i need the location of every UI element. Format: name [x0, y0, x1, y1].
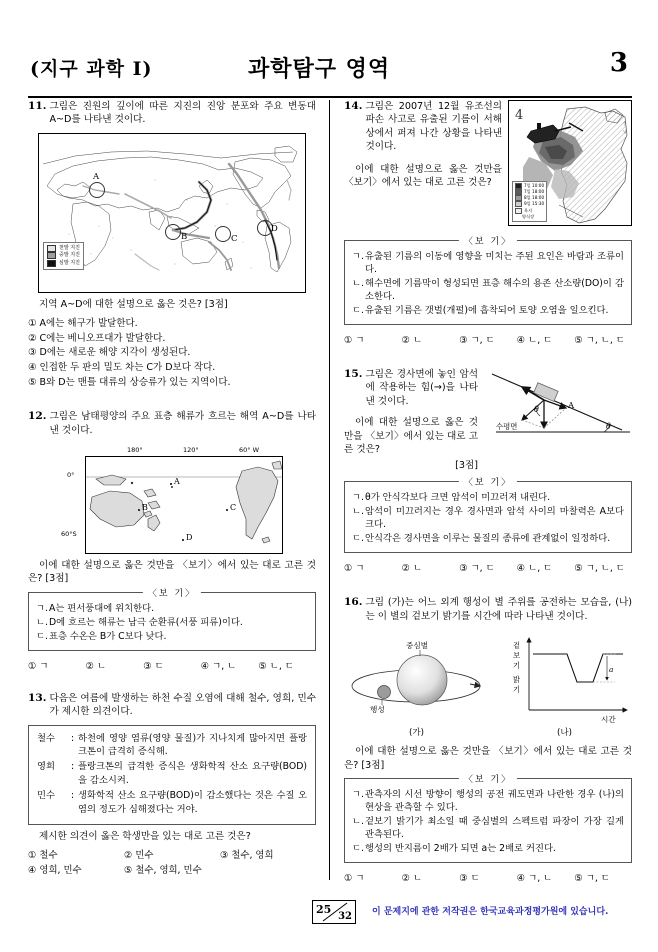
region-marker-b	[165, 224, 181, 240]
bogi-text-2: 암석이 미끄러지는 경우 경사면과 암석 사이의 마찰력은 A보다 크다.	[365, 506, 624, 531]
question-15-answers	[344, 560, 632, 574]
figure-ga-wrap	[344, 630, 489, 738]
answer-1[interactable]: ① ㄱ	[28, 660, 49, 672]
answer-4[interactable]: ④ ㄴ, ㄷ	[516, 563, 553, 575]
speaker-1: 철수	[37, 732, 55, 744]
bogi-text-3: 행성의 반지름이 2배가 되면 a는 2배로 커진다.	[365, 843, 556, 855]
south-pacific-map	[85, 456, 283, 554]
bogi-text-1: θ가 안식각보다 크면 암석이 미끄러져 내린다.	[365, 492, 551, 504]
choice-2[interactable]: ② C에는 베니오프대가 발달한다.	[28, 332, 166, 344]
lat-label-0: 0°	[67, 471, 75, 479]
region-marker-a	[89, 182, 105, 198]
svg-text:충: 충	[623, 121, 627, 126]
legend-swatch-4	[515, 201, 522, 207]
page-total: 32	[338, 911, 352, 922]
bogi-mark-1: ㄱ.	[36, 602, 48, 614]
dialogue-colon-2: :	[71, 761, 75, 773]
answer-2[interactable]: ② ㄴ	[85, 660, 107, 672]
earthquake-depth-legend	[43, 242, 84, 270]
bogi-item-3	[352, 532, 624, 545]
question-12-figure	[28, 446, 316, 554]
svg-text:시간: 시간	[601, 715, 616, 725]
svg-text:겉: 겉	[513, 641, 521, 651]
speaker-3: 민수	[37, 790, 55, 802]
legend-row-deep	[47, 260, 80, 267]
lon-label-120: 120°	[183, 446, 199, 454]
slope-diagram-svg	[482, 368, 632, 450]
point-label-a: A	[174, 477, 180, 486]
page-title: 과학탐구 영역	[248, 56, 391, 82]
question-11-choices	[28, 317, 316, 390]
question-11-text: 그림은 진원의 깊이에 따른 지진의 진앙 분포와 주요 변동대 A~D를 나타낸 것이다.	[49, 101, 316, 126]
figure-na-caption: (나)	[556, 728, 572, 739]
question-11-number: 11.	[28, 100, 47, 112]
question-16-stem: 이에 대한 설명으로 옳은 것만을 〈보기〉에서 있는 대로 고른 것은? [3점]	[344, 746, 632, 771]
legend-label-1: 7일 10:00	[524, 182, 545, 188]
question-16-number: 16.	[344, 596, 363, 609]
bogi-text-2: D에 흐르는 해류는 남극 순환류(서풍 피류)이다.	[49, 616, 243, 628]
point-label-c: C	[230, 503, 237, 512]
question-16-figures	[344, 630, 632, 738]
point-marker-c	[226, 509, 228, 511]
question-15-points: [3점]	[455, 460, 478, 472]
svg-text:A: A	[568, 401, 575, 411]
bogi-mark-2: ㄴ.	[352, 816, 364, 828]
svg-text:행성: 행성	[370, 705, 385, 715]
region-label-d: D	[271, 223, 278, 234]
point-marker-b	[138, 509, 140, 511]
legend-swatch-shallow	[47, 245, 56, 252]
column-divider	[329, 100, 330, 880]
bogi-item-2	[36, 616, 308, 629]
answer-4[interactable]: ④ ㄱ, ㄴ	[516, 873, 553, 885]
answer-2[interactable]: ② 민수	[123, 850, 154, 862]
bogi-caption: 〈보 기〉	[459, 772, 517, 785]
question-11	[28, 100, 316, 390]
question-12-number: 12.	[28, 410, 47, 423]
bogi-text-3: 안식각은 경사면을 이루는 물질의 종류에 관계없이 일정하다.	[365, 533, 611, 545]
page-indicator	[312, 900, 356, 924]
question-16-answers	[344, 870, 632, 884]
orbit-svg	[344, 630, 489, 725]
answer-5[interactable]: ⑤ ㄱ, ㄴ, ㄷ	[574, 563, 625, 575]
answer-5[interactable]: ⑤ ㄱ, ㄷ	[574, 873, 610, 885]
choice-5[interactable]: ⑤ B와 D는 맨틀 대류의 상승류가 있는 지역이다.	[28, 376, 231, 388]
bogi-text-3: 표층 수온은 B가 C보다 낮다.	[49, 630, 167, 642]
svg-text:밝: 밝	[513, 675, 521, 685]
answer-2[interactable]: ② ㄴ	[401, 873, 423, 885]
left-column	[28, 100, 316, 887]
bogi-item-1	[352, 788, 624, 814]
dialogue-row-2	[37, 760, 307, 787]
legend-label-shallow: 천발 지진	[59, 244, 80, 251]
slope-force-diagram	[482, 368, 632, 450]
bogi-item-2	[352, 277, 624, 303]
question-16-text: 그림 (가)는 어느 외계 행성이 별 주위를 공전하는 모습을, (나)는 이 별의 겉보기 밝기를 시간에 따라 나타낸 것이다.	[365, 597, 632, 622]
bogi-item-3	[36, 630, 308, 643]
world-earthquake-map	[38, 133, 306, 293]
legend-label-2: 7일 18:00	[524, 188, 545, 194]
svg-text:중심별: 중심별	[406, 641, 429, 651]
page-footer	[0, 900, 658, 930]
right-column	[344, 100, 632, 893]
question-11-stem: 지역 A~D에 대한 설명으로 옳은 것은? [3점]	[39, 298, 228, 310]
question-14	[344, 100, 632, 346]
legend-row-6	[515, 214, 544, 220]
bogi-caption: 〈보 기〉	[459, 475, 517, 488]
bogi-caption: 〈보 기〉	[459, 234, 517, 247]
answer-1[interactable]: ① ㄱ	[344, 563, 365, 575]
svg-text:4: 4	[515, 108, 524, 123]
bogi-item-2	[352, 505, 624, 531]
legend-label-4: 9일 15:30	[524, 201, 545, 207]
point-marker-d	[182, 539, 184, 541]
lon-label-60w: 60° W	[239, 446, 260, 454]
legend-label-deep: 심발 지진	[59, 259, 80, 266]
answer-5[interactable]: ⑤ ㄴ, ㄷ	[258, 660, 294, 672]
answer-2[interactable]: ② ㄴ	[401, 563, 423, 575]
question-13-dialogue-box	[28, 725, 316, 825]
region-marker-c	[215, 226, 231, 242]
question-13-stem: 제시한 의견이 옳은 학생만을 있는 대로 고른 것은?	[39, 831, 251, 843]
bogi-item-3	[352, 842, 624, 855]
svg-text:보: 보	[513, 651, 521, 661]
legend-label-6: 양식장	[522, 213, 535, 219]
question-13-answers	[28, 849, 316, 878]
header-divider	[28, 96, 632, 98]
bogi-text-1: 유출된 기름의 이동에 영향을 미치는 주된 요인은 바람과 조류이다.	[365, 251, 624, 275]
bogi-text-2: 겉보기 밝기가 최소일 때 중심별의 스펙트럼 파장이 가장 길게 관측된다.	[365, 816, 624, 841]
answer-5[interactable]: ⑤ 철수, 영희, 민수	[123, 864, 202, 876]
answer-1[interactable]: ① ㄱ	[344, 873, 365, 885]
bogi-text-3: 유출된 기름은 갯벌(개펄)에 흡착되어 토양 오염을 일으킨다.	[365, 305, 609, 316]
question-14-stem: 이에 대한 설명으로 옳은 것만을 〈보기〉에서 있는 대로 고른 것은?	[344, 163, 502, 189]
question-11-figure	[28, 133, 316, 293]
answer-4[interactable]: ④ ㄱ, ㄴ	[200, 660, 237, 672]
bogi-item-3	[352, 304, 624, 317]
bogi-mark-2: ㄴ.	[36, 616, 48, 628]
question-15-bogi-box	[344, 478, 632, 553]
bogi-text-1: A는 편서풍대에 위치한다.	[49, 602, 155, 614]
region-label-c: C	[231, 233, 238, 244]
figure-na-wrap	[497, 630, 632, 738]
svg-text:수평면: 수평면	[496, 422, 518, 431]
dialogue-colon-3: :	[71, 790, 75, 802]
answer-3[interactable]: ③ 철수, 영희	[219, 850, 274, 862]
legend-swatch-intermediate	[47, 252, 56, 259]
question-12	[28, 410, 316, 672]
point-label-d: D	[186, 533, 193, 542]
bogi-mark-1: ㄱ.	[352, 251, 364, 262]
legend-swatch-land	[515, 208, 522, 214]
answer-1[interactable]: ① 철수	[28, 850, 58, 862]
pacific-map-svg	[86, 457, 282, 553]
legend-swatch-1	[515, 183, 522, 189]
page-current: 25	[316, 903, 332, 916]
bogi-mark-1: ㄱ.	[352, 789, 364, 801]
answer-3[interactable]: ③ ㄷ	[143, 660, 164, 672]
question-16	[344, 596, 632, 884]
light-curve-chart	[497, 630, 632, 725]
region-label-b: B	[181, 231, 188, 242]
svg-text:θ: θ	[606, 422, 611, 431]
figure-ga-caption: (가)	[408, 728, 424, 739]
dialogue-colon-1: :	[71, 732, 75, 744]
question-15-text: 그림은 경사면에 놓인 암석에 작용하는 힘(→)을 나타낸 것이다.	[365, 369, 478, 407]
legend-swatch-3	[515, 195, 522, 201]
question-13-text: 다음은 여름에 발생하는 하천 수질 오염에 대해 철수, 영희, 민수가 제시한 의견이다.	[49, 692, 316, 718]
question-12-bogi-box	[28, 588, 316, 651]
answer-3[interactable]: ③ ㄱ, ㄷ	[459, 563, 495, 575]
speaker-2: 영희	[37, 761, 55, 773]
question-14-bogi-box	[344, 237, 632, 325]
question-14-number: 14.	[344, 100, 363, 112]
lat-label-60s: 60°S	[61, 530, 77, 538]
bogi-text-2: 해수면에 기름막이 형성되면 표층 해수의 용존 산소량(DO)이 감소한다.	[365, 278, 624, 302]
bogi-caption: 〈보 기〉	[143, 586, 201, 599]
point-label-b: B	[142, 503, 148, 512]
bogi-item-1	[352, 491, 624, 504]
answer-3[interactable]: ③ ㄱ, ㄷ	[459, 335, 495, 346]
legend-row-intermediate	[47, 252, 80, 259]
question-15-number: 15.	[344, 368, 363, 380]
answer-4[interactable]: ④ 영희, 민수	[28, 864, 82, 876]
question-12-answers	[28, 658, 316, 672]
bogi-text-1: 관측자의 시선 방향이 행성의 공전 궤도면과 나란한 경우 (나)의 현상을 관측할 수 있다.	[365, 789, 624, 814]
svg-text:기: 기	[513, 661, 521, 671]
answer-3[interactable]: ③ ㄷ	[459, 873, 480, 885]
oil-spill-map	[508, 100, 632, 226]
bogi-item-2	[352, 815, 624, 841]
svg-text:θ: θ	[534, 405, 539, 414]
bogi-mark-3: ㄷ.	[36, 630, 48, 642]
question-15	[344, 368, 632, 574]
light-curve-svg	[497, 630, 632, 725]
dialogue-row-3	[37, 789, 307, 816]
legend-label-5: 육지	[524, 207, 533, 213]
question-13	[28, 692, 316, 879]
choice-4[interactable]: ④ 인접한 두 판의 밀도 차는 C가 D보다 작다.	[28, 362, 216, 373]
bogi-mark-3: ㄷ.	[352, 843, 364, 855]
choice-3[interactable]: ③ D에는 새로운 해양 지각이 생성된다.	[28, 347, 191, 359]
question-12-text: 그림은 남태평양의 주요 표층 해류가 흐르는 해역 A~D를 나타낸 것이다.	[49, 411, 316, 436]
svg-text:기: 기	[513, 685, 521, 695]
legend-label-intermediate: 중발 지진	[59, 252, 80, 259]
answer-5[interactable]: ⑤ ㄱ, ㄴ, ㄷ	[574, 335, 625, 346]
bogi-mark-3: ㄷ.	[352, 305, 364, 316]
legend-label-3: 8일 18:00	[524, 195, 545, 201]
subject-title: (지구 과학 I)	[30, 58, 153, 80]
lon-label-180: 180°	[127, 446, 143, 454]
dialogue-text-2: 플랑크톤의 급격한 증식은 생화학적 산소 요구량(BOD)을 감소시켜.	[78, 761, 307, 786]
question-14-text: 그림은 2007년 12월 유조선의 파손 사고로 유출된 기름이 서해상에서 퍼져 나간 상황을 나타낸 것이다.	[365, 101, 502, 153]
bogi-item-1	[36, 602, 308, 615]
choice-1[interactable]: ① A에는 해구가 발달한다.	[28, 318, 138, 330]
dialogue-text-3: 생화학적 산소 요구량(BOD)이 감소했다는 것은 수질 오염의 정도가 심해졌다는 거야.	[78, 790, 307, 815]
dialogue-row-1	[37, 732, 307, 759]
bogi-mark-3: ㄷ.	[352, 533, 364, 545]
svg-text:a: a	[609, 665, 614, 675]
bogi-item-1	[352, 250, 624, 276]
exoplanet-orbit-diagram	[344, 630, 489, 725]
bogi-mark-2: ㄴ.	[352, 506, 364, 518]
region-label-a: A	[93, 171, 100, 182]
bogi-mark-2: ㄴ.	[352, 278, 364, 289]
answer-4[interactable]: ④ ㄴ, ㄷ	[516, 335, 553, 346]
point-marker-a	[170, 483, 172, 485]
oil-spill-legend	[512, 181, 547, 222]
svg-text:남: 남	[623, 129, 627, 134]
legend-swatch-farm	[515, 215, 520, 219]
answer-1[interactable]: ① ㄱ	[344, 335, 365, 346]
question-13-number: 13.	[28, 691, 47, 704]
question-15-stem: 이에 대한 설명으로 옳은 것만을 〈보기〉에서 있는 대로 고른 것은?	[344, 417, 478, 456]
page-number: 3	[609, 48, 628, 78]
answer-2[interactable]: ② ㄴ	[401, 335, 423, 346]
dialogue-text-1: 하천에 영양 염류(영양 물질)가 지나치게 많아지면 플랑크톤이 급격히 증식해.	[78, 732, 307, 758]
legend-swatch-deep	[47, 260, 56, 267]
page-header	[30, 48, 630, 96]
bogi-mark-1: ㄱ.	[352, 492, 364, 504]
question-12-stem: 이에 대한 설명으로 옳은 것만을 〈보기〉에서 있는 대로 고른 것은? [3점]	[28, 560, 316, 585]
question-14-answers	[344, 332, 632, 346]
legend-swatch-2	[515, 189, 522, 195]
question-16-bogi-box	[344, 775, 632, 863]
copyright-notice: 이 문제지에 관한 저작권은 한국교육과정평가원에 있습니다.	[372, 907, 609, 917]
